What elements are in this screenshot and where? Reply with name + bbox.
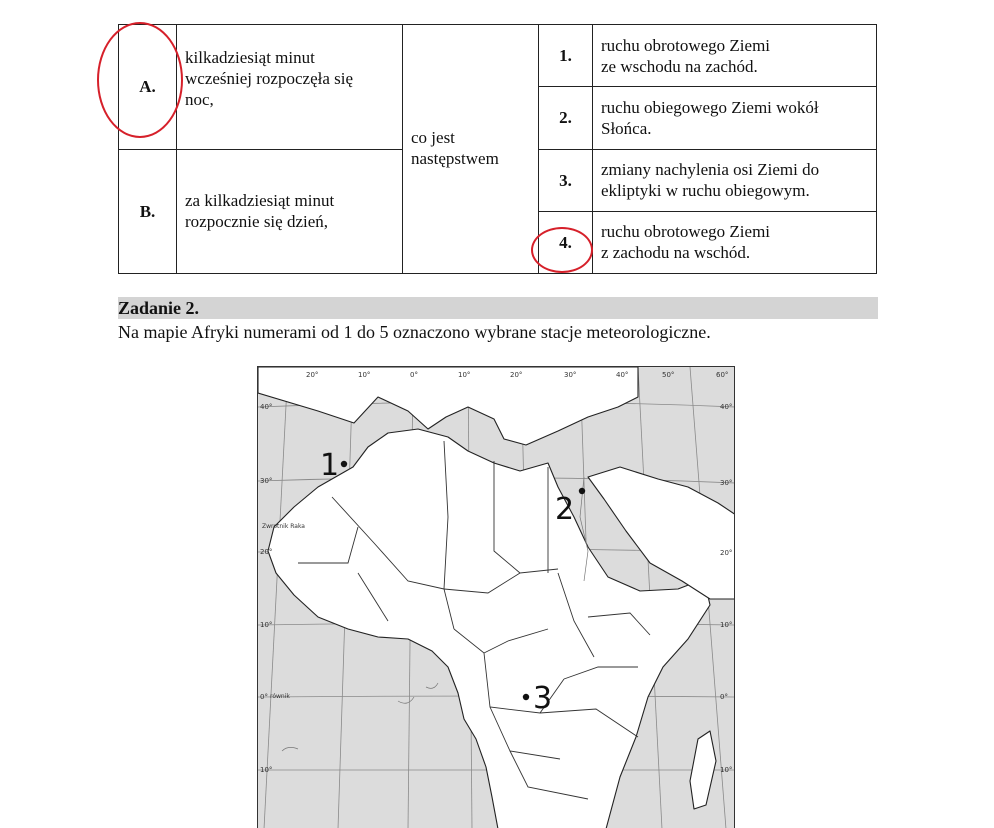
row-b-phrase	[177, 149, 403, 274]
option-2-text	[593, 87, 877, 149]
option-3-line-2: ekliptyki w ruchu obiegowym.	[601, 181, 810, 201]
lat-label-left-4: 10°	[260, 621, 273, 629]
station-1-dot	[341, 461, 347, 467]
land-madagascar	[690, 731, 716, 809]
option-1-line-1: ruchu obrotowego Ziemi	[601, 35, 771, 55]
option-4-line-1: ruchu obrotowego Ziemi	[601, 222, 771, 242]
task-title: Zadanie 2.	[118, 297, 878, 319]
lat-label-right-5: 0°	[720, 693, 728, 701]
station-3-label: 3	[533, 681, 553, 716]
lon-label-6: 30°	[564, 371, 577, 379]
lon-label-8: 50°	[662, 371, 675, 379]
row-a-line-2: wcześniej rozpoczęła się	[185, 69, 354, 88]
lon-label-5: 20°	[510, 371, 523, 379]
lat-label-left-3: 20°	[260, 548, 273, 556]
row-b-label: B.	[119, 149, 177, 274]
option-4-number: 4.	[539, 211, 593, 273]
option-4-line-2: z zachodu na wschód.	[601, 243, 751, 263]
station-3-dot	[523, 694, 529, 700]
station-2-dot	[579, 488, 585, 494]
africa-map-graphic	[258, 367, 735, 828]
lon-label-9: 60°	[716, 371, 729, 379]
answer-table	[118, 24, 877, 274]
option-3-number: 3.	[539, 149, 593, 211]
lon-label-3: 0°	[410, 371, 418, 379]
middle-line-1: co jest	[411, 128, 455, 147]
lon-label-1: 20°	[306, 371, 319, 379]
row-a-label: A.	[119, 25, 177, 150]
row-b-line-1: za kilkadziesiąt minut	[185, 190, 335, 210]
middle-phrase	[403, 25, 539, 274]
station-1-label: 1	[320, 448, 340, 483]
lat-label-right-2: 30°	[720, 479, 733, 487]
map-land	[258, 367, 735, 828]
lat-label-right-4: 10°	[720, 621, 733, 629]
option-2-line-2: Słońca.	[601, 118, 652, 138]
lat-label-right-3: 20°	[720, 549, 733, 557]
option-2-number: 2.	[539, 87, 593, 149]
lat-label-right-6: 10°	[720, 766, 733, 774]
middle-line-2: następstwem	[411, 149, 499, 168]
lat-label-left-6: 10°	[260, 766, 273, 774]
row-a-line-1: kilkadziesiąt minut	[185, 48, 315, 67]
option-1-line-2: ze wschodu na zachód.	[601, 56, 758, 76]
lat-label-left-2: 30°	[260, 477, 273, 485]
station-2-label: 2	[555, 492, 575, 527]
option-2-line-1: ruchu obiegowego Ziemi wokół	[601, 97, 819, 117]
lon-label-2: 10°	[358, 371, 371, 379]
row-a-phrase	[177, 25, 403, 150]
lat-label-right-1: 40°	[720, 403, 733, 411]
option-1-text	[593, 25, 877, 87]
lon-label-4: 10°	[458, 371, 471, 379]
option-1-number: 1.	[539, 25, 593, 87]
equator-label: równik	[270, 693, 290, 700]
row-a-line-3: noc,	[185, 90, 214, 109]
africa-map	[257, 366, 735, 828]
row-b-line-2: rozpocznie się dzień,	[185, 211, 329, 231]
lat-label-left-1: 40°	[260, 403, 273, 411]
option-3-line-1: zmiany nachylenia osi Ziemi do	[601, 160, 820, 180]
option-3-text	[593, 149, 877, 211]
option-4-text	[593, 211, 877, 273]
tropic-label: Zwrotnik Raka	[262, 523, 305, 530]
task-intro: Na mapie Afryki numerami od 1 do 5 oznaczono wybrane stacje meteorologiczne.	[118, 322, 711, 342]
lon-label-7: 40°	[616, 371, 629, 379]
lat-label-left-5: 0°	[260, 693, 268, 701]
